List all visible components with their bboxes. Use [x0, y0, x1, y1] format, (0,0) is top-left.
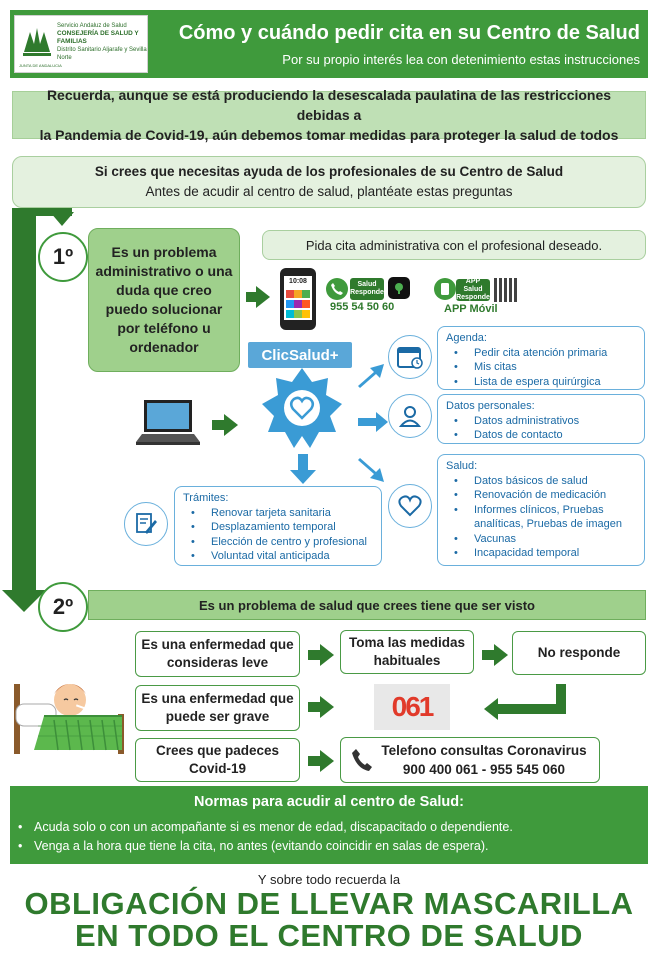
list-item: • Voluntad vital anticipada: [191, 549, 373, 564]
norms-box: [10, 786, 648, 864]
coronavirus-phone-box: [340, 737, 600, 783]
arrow-right-icon: [256, 286, 270, 308]
logo-small: JUNTA DE ANDALUCIA: [19, 63, 62, 68]
emergency-061-logo: [374, 684, 450, 730]
arrow-stem: [556, 684, 566, 714]
arrow-stem: [308, 702, 320, 712]
list-item: • Datos básicos de salud: [454, 474, 636, 489]
flow-line: [12, 210, 36, 598]
remember-text: Y sobre todo recuerda la: [257, 872, 401, 887]
mild-illness-box: Es una enfermedad que consideras leve: [135, 631, 300, 677]
page-title: Cómo y cuándo pedir cita en su Centro de Salud: [178, 22, 640, 44]
logo-line2: CONSEJERÍA DE SALUD Y FAMILIAS: [57, 30, 139, 45]
qr-code-icon: [494, 278, 518, 302]
ask-line2: Antes de acudir al centro de salud, plantéate estas preguntas: [145, 184, 513, 199]
blue-arrow-right-icon: [358, 410, 388, 434]
step2-problem: Es un problema de salud que crees tiene que ser visto: [88, 590, 646, 620]
blue-arrow-down-right-icon: [356, 456, 386, 484]
usual-measures-box: Toma las medidas habituales: [340, 630, 474, 674]
clicsalud-logo: ClicSalud+: [248, 342, 352, 368]
sick-person-in-bed-icon: [14, 664, 124, 760]
list-item: • Datos administrativos: [454, 414, 636, 429]
ask-line1: Si crees que necesitas ayuda de los profesionales de su Centro de Salud: [94, 164, 564, 179]
arrow-left-icon: [484, 698, 498, 720]
norms-title: Normas para acudir al centro de Salud:: [194, 794, 464, 810]
no-response-box: No responde: [512, 631, 646, 675]
app-icon: [388, 277, 410, 299]
step1-number: 1º: [38, 232, 88, 282]
list-item: • Venga a la hora que tiene la cita, no antes (evitando coincidir en salas de espera).: [18, 837, 513, 856]
arrow-right-icon: [224, 414, 238, 436]
phone-handset-icon: [351, 748, 373, 772]
arrow-stem: [482, 650, 494, 660]
phone-call-icon: [326, 278, 348, 300]
arrow-right-icon: [320, 644, 334, 666]
list-item: • Elección de centro y profesional: [191, 535, 373, 550]
emergency-061-text: 061: [391, 691, 433, 722]
mobile-app-icon: [434, 278, 456, 300]
logo-line3: Distrito Sanitario Aljarafe y Sevilla Norte: [57, 47, 147, 61]
health-data-box: [437, 454, 645, 566]
list-item: • Renovación de medicación: [454, 488, 636, 503]
personal-head: Datos personales:: [446, 400, 535, 412]
page-subtitle: Por su propio interés lea con detenimiento estas instrucciones: [282, 52, 640, 67]
laptop-icon: [136, 398, 200, 448]
banner-line2: la Pandemia de Covid-19, aún debemos tomar medidas para proteger la salud de todos: [39, 127, 619, 143]
admin-appointment-box: Pida cita administrativa con el profesional deseado.: [262, 230, 646, 260]
arrow-stem: [308, 756, 320, 766]
list-item: • Acuda solo o con un acompañante si es menor de edad, discapacitado o dependiente.: [18, 818, 513, 837]
mask-obligation-line2: EN TODO EL CENTRO DE SALUD: [75, 918, 583, 953]
logo: [14, 15, 148, 73]
covid-suspect-box: Crees que padeces Covid-19: [135, 738, 300, 782]
coronavirus-phone-numbers: 900 400 061 - 955 545 060: [402, 762, 566, 777]
phone-time: 10:08: [289, 278, 307, 285]
coronavirus-phone-title: Telefono consultas Coronavirus: [381, 743, 587, 758]
blue-arrow-down-icon: [290, 454, 316, 484]
blue-arrow-up-right-icon: [356, 362, 386, 390]
app-salud-label: APP Salud Responde: [456, 278, 490, 301]
arrow-right-icon: [494, 644, 508, 666]
list-item: • Vacunas: [454, 532, 636, 547]
arrow-stem: [212, 420, 224, 430]
user-icon: [388, 394, 432, 438]
list-item: • Desplazamiento temporal: [191, 520, 373, 535]
list-item: • Renovar tarjeta sanitaria: [191, 506, 373, 521]
salud-responde-phone: 955 54 50 60: [330, 301, 395, 313]
arrow-stem: [498, 704, 564, 714]
list-item: • Pedir cita atención primaria: [454, 346, 636, 361]
smartphone-icon: [280, 268, 316, 330]
agenda-head: Agenda:: [446, 332, 487, 344]
arrow-right-icon: [320, 750, 334, 772]
logo-line1: Servicio Andaluz de Salud: [57, 23, 127, 29]
arrow-stem: [308, 650, 320, 660]
agenda-box: [437, 326, 645, 390]
list-item: • Datos de contacto: [454, 428, 636, 443]
list-item: • Lista de espera quirúrgica: [454, 375, 636, 390]
clicsalud-heart-icon: [262, 368, 342, 448]
serious-illness-box: Es una enfermedad que puede ser grave: [135, 685, 300, 731]
list-item: • Incapacidad temporal: [454, 546, 636, 561]
form-edit-icon: [124, 502, 168, 546]
list-item: • Informes clínicos, Pruebas analíticas, Pruebas de imagen: [454, 503, 636, 532]
mask-obligation-line1: OBLIGACIÓN DE LLEVAR MASCARILLA: [24, 886, 634, 921]
personal-data-box: [437, 394, 645, 444]
app-movil-label: APP Móvil: [444, 303, 498, 315]
list-item: • Mis citas: [454, 360, 636, 375]
arrow-right-icon: [320, 696, 334, 718]
junta-andalucia-logo-icon: [20, 22, 54, 62]
banner-line1: Recuerda, aunque se está produciendo la desescalada paulatina de las restricciones debidas a: [46, 87, 612, 123]
heart-icon: [388, 484, 432, 528]
step2-number: 2º: [38, 582, 88, 632]
covid-banner: [12, 87, 646, 143]
small-arrow-down-icon: [50, 212, 74, 226]
salud-head: Salud:: [446, 460, 478, 472]
questions-box: [12, 156, 646, 208]
step1-problem: Es un problema administrativo o una duda que creo puedo solucionar por teléfono u ordenador: [88, 228, 240, 372]
arrow-stem: [246, 292, 256, 302]
salud-responde-label: Salud Responde: [350, 281, 384, 296]
calendar-icon: [388, 335, 432, 379]
tramites-head: Trámites:: [183, 492, 229, 504]
tramites-box: [174, 486, 382, 566]
